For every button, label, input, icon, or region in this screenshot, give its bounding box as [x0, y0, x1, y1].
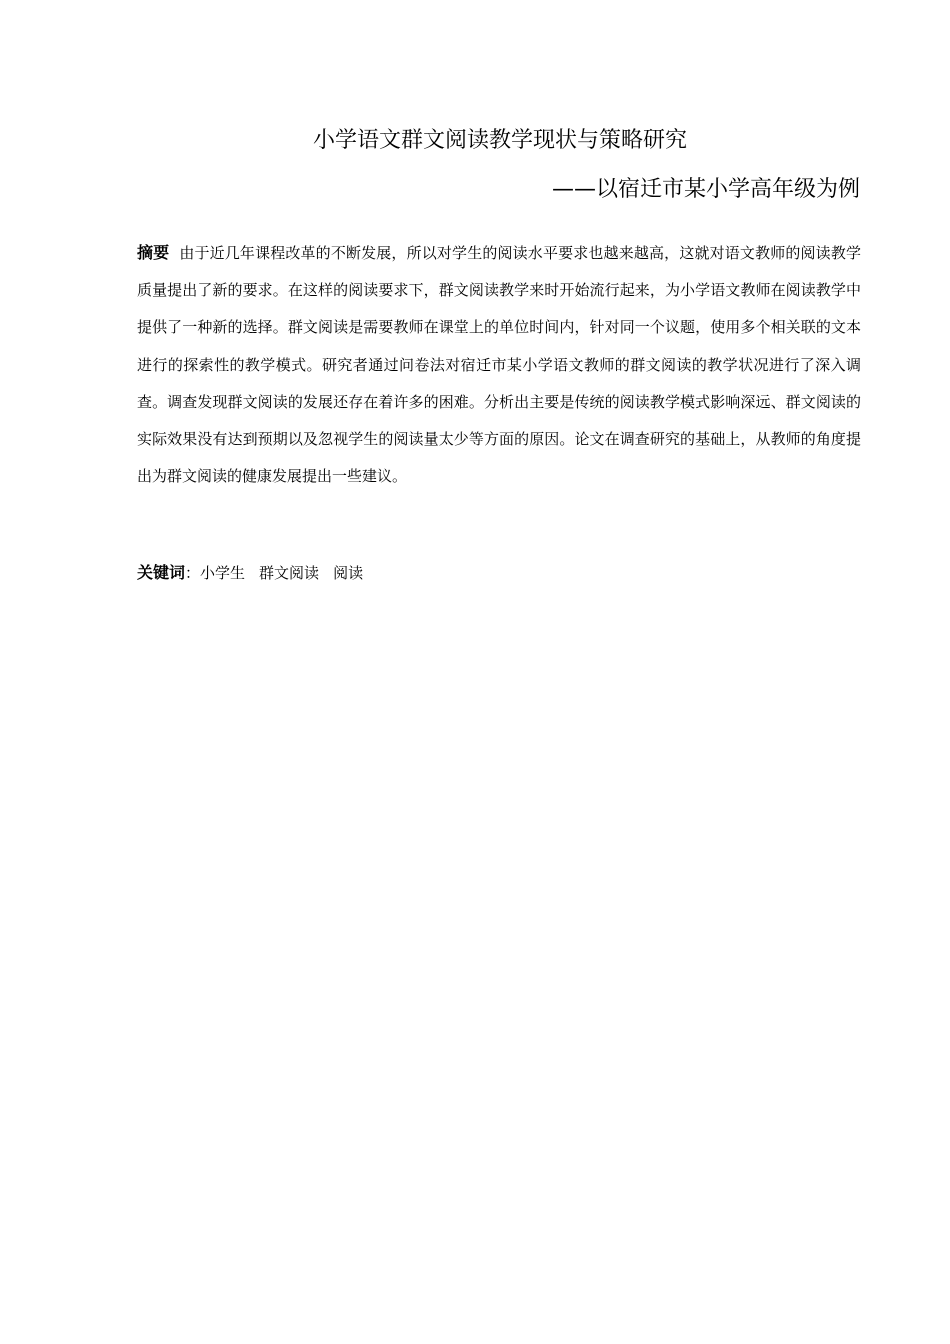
keywords-line: [137, 556, 861, 590]
keyword-item: 小学生: [200, 564, 246, 582]
keyword-item: 群文阅读: [259, 564, 320, 582]
document-subtitle: ——以宿迁市某小学高年级为例: [551, 177, 860, 202]
keyword-item: 阅读: [333, 564, 364, 582]
document-title: 小学语文群文阅读教学现状与策略研究: [312, 128, 687, 153]
keywords-label: 关键词: [137, 563, 186, 582]
abstract-text: 由于近几年课程改革的不断发展，所以对学生的阅读水平要求也越来越高，这就对语文教师的阅读教学质量提出了新的要求。在这样的阅读要求下，群文阅读教学来时开始流行起来，为小学语文教师在阅读教学中提供了一种新的选择。群文阅读是需要教师在课堂上的单位时间内，针对同一个议题，使用多个相关联的文本进行的探索性的教学模式。研究者通过问卷法对宿迁市某小学语文教师的群文阅读的教学状况进行了深入调查。调查发现群文阅读的发展还存在着许多的困难。分析出主要是传统的阅读教学模式影响深远、群文阅读的实际效果没有达到预期以及忽视学生的阅读量太少等方面的原因。论文在调查研究的基础上，从教师的角度提出为群文阅读的健康发展提出一些建议。: [137, 244, 861, 486]
keywords-separator: ：: [185, 564, 201, 582]
abstract-label: 摘要: [137, 243, 170, 262]
abstract-paragraph: [137, 234, 861, 495]
